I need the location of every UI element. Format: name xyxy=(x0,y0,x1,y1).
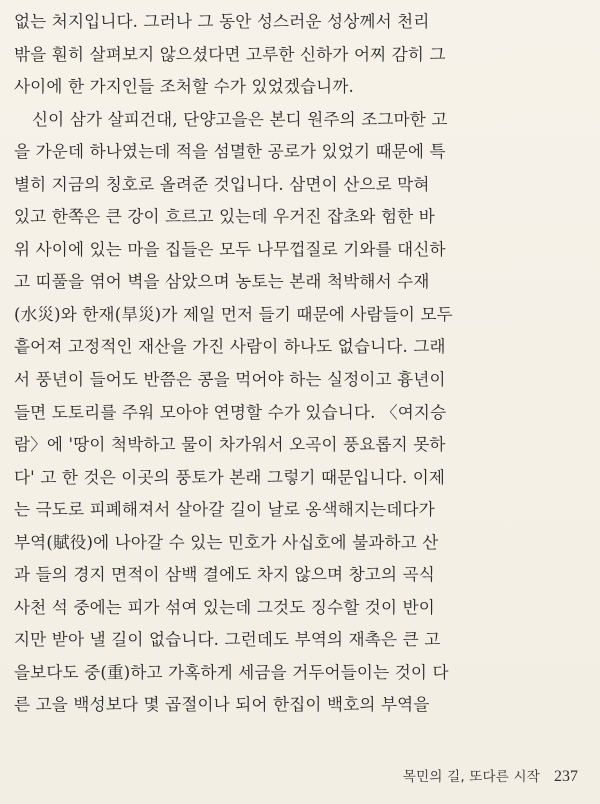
text-line: 별히 지금의 칭호로 올려준 것입니다. 삼면이 산으로 막혀 xyxy=(14,174,430,194)
text-line: 사이에 한 가지인들 조처할 수가 있었겠습니까. xyxy=(14,77,354,97)
page-footer xyxy=(403,766,578,788)
text-line: 른 고을 백성보다 몇 곱절이나 되어 한집이 백호의 부역을 xyxy=(14,695,430,715)
text-line: 밖을 훤히 살펴보지 않으셨다면 고루한 신하가 어찌 감히 그 xyxy=(14,44,446,64)
text-line: 과 들의 경지 면적이 삼백 결에도 차지 않으며 창고의 곡식 xyxy=(14,565,435,585)
text-line: 서 풍년이 들어도 반쯤은 콩을 먹어야 하는 실정이고 흉년이 xyxy=(14,370,446,390)
text-line: 지만 받아 낼 길이 없습니다. 그런데도 부역의 재촉은 큰 고 xyxy=(14,630,441,650)
text-line: 을 가운데 하나였는데 적을 섬멸한 공로가 있었기 때문에 특 xyxy=(14,142,446,162)
text-line: 다' 고 한 것은 이곳의 풍토가 본래 그렇기 때문입니다. 이제 xyxy=(14,467,446,487)
text-line: 람〉에 '땅이 척박하고 물이 차가워서 오곡이 풍요롭지 못하 xyxy=(14,435,446,455)
text-line: 사천 석 중에는 피가 섞여 있는데 그것도 징수할 것이 반이 xyxy=(14,597,435,617)
paragraph-start-line: 신이 삼가 살피건대, 단양고을은 본디 원주의 조그마한 고 xyxy=(32,109,448,129)
text-line: 흩어져 고정적인 재산을 가진 사람이 하나도 없습니다. 그래 xyxy=(14,337,446,357)
body-text xyxy=(14,6,588,722)
text-line: (水災)와 한재(旱災)가 제일 먼저 들기 때문에 사람들이 모두 xyxy=(14,304,453,324)
text-line: 위 사이에 있는 마을 집들은 모두 나무껍질로 기와를 대신하 xyxy=(14,239,446,259)
text-line: 고 띠풀을 엮어 벽을 삼았으며 농토는 본래 척박해서 수재 xyxy=(14,272,430,292)
running-title: 목민의 길, 또다른 시작 xyxy=(402,769,540,785)
text-line: 는 극도로 피폐해져서 살아갈 길이 날로 옹색해지는데다가 xyxy=(14,500,435,520)
text-line: 없는 처지입니다. 그러나 그 동안 성스러운 성상께서 천리 xyxy=(14,12,430,31)
text-line: 을보다도 중(重)하고 가혹하게 세금을 거두어들이는 것이 다 xyxy=(14,662,449,682)
text-line: 있고 한쪽은 큰 강이 흐르고 있는데 우거진 잡초와 험한 바 xyxy=(14,207,435,227)
text-line: 들면 도토리를 주워 모아야 연명할 수가 있습니다. 〈여지승 xyxy=(14,402,447,422)
page-number: 237 xyxy=(554,768,578,785)
text-line: 부역(賦役)에 나아갈 수 있는 민호가 사십호에 불과하고 산 xyxy=(14,532,439,552)
